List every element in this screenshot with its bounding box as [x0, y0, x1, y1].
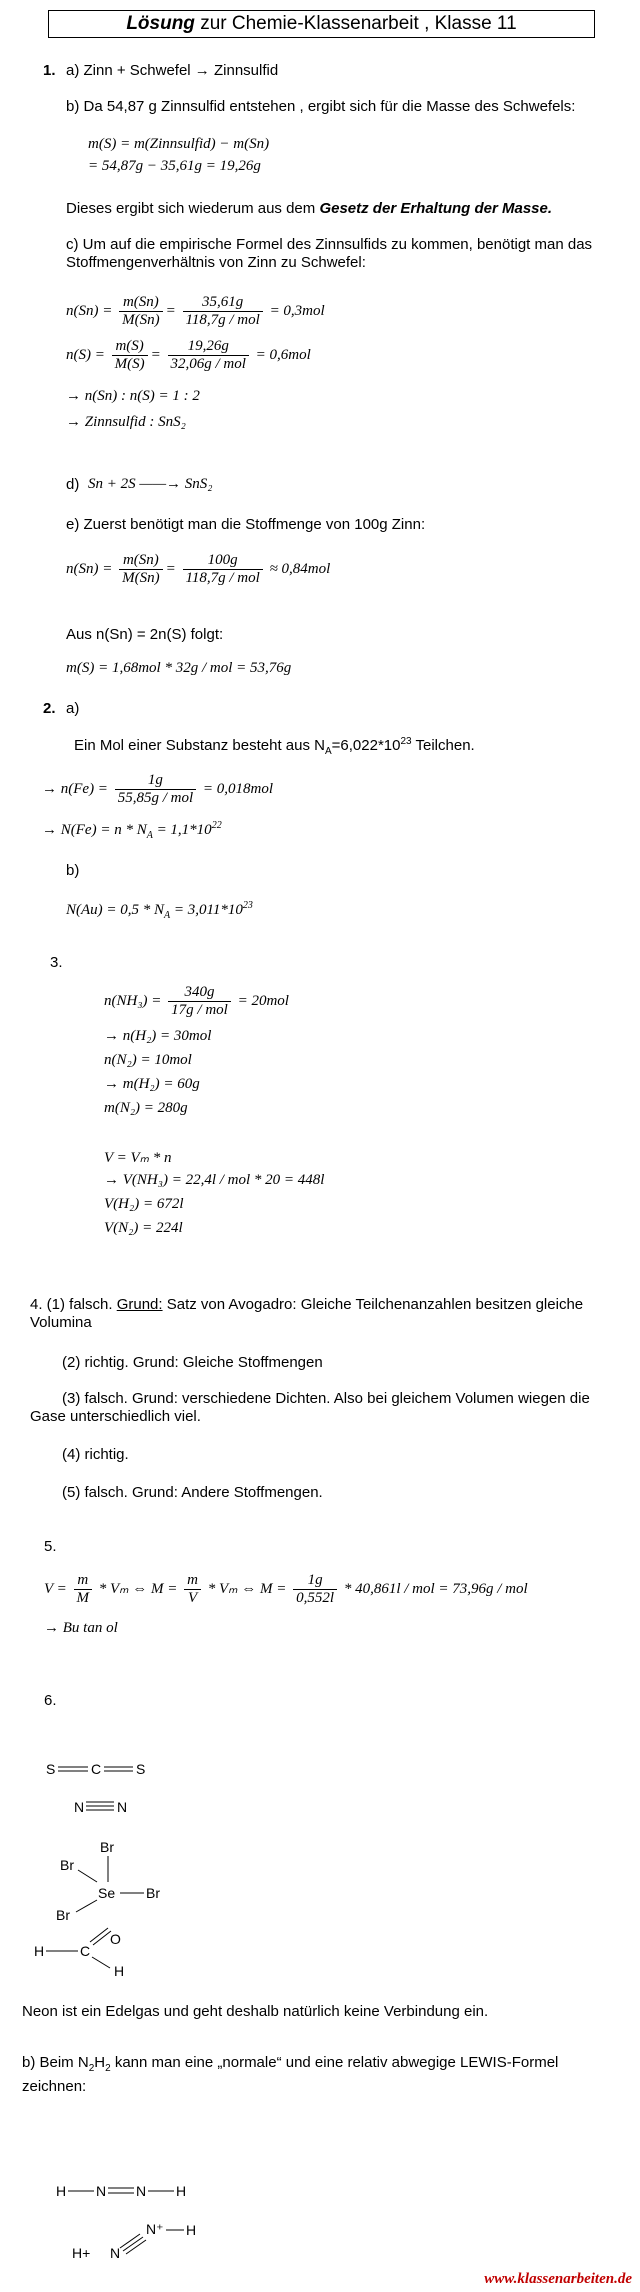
q4-item-3: (3) falsch. Grund: verschiedene Dichten. Also bei gleichem Volumen wiegen die Gase unterschiedlich viel. — [30, 1390, 590, 1425]
q6-n2h2-text: b) Beim $N_2H_2$ kann man eine „normale“ und eine relativ abwegige LEWIS-Formel zeichnen: — [22, 2054, 559, 2095]
q1-e-follow: Aus n(Sn) = 2n(S) folgt: — [66, 626, 224, 643]
q1-b-eq1: m(S) = m(Zinnsulfid) − m(Sn) — [88, 136, 270, 152]
svg-text:O: O — [110, 1931, 121, 1947]
q3-l6: V = Vₘ * n — [104, 1150, 172, 1166]
svg-text:H: H — [186, 2222, 197, 2238]
q1-b-text: b) Da 54,87 g Zinnsulfid entstehen , ergibt sich für die Masse des Schwefels: — [66, 98, 576, 115]
q2-b-eq: $N(Au) = 0,5 * N_A = 3,011*10^{23}$ — [66, 900, 253, 921]
svg-text:H: H — [34, 1943, 45, 1959]
q2-mol-text: Ein Mol einer Substanz besteht aus $N_A=6,022*10^{23}$ Teilchen. — [74, 736, 475, 757]
svg-text:Br: Br — [100, 1839, 114, 1855]
q1-c-eq2: n(S) = $\frac{m(S)}{M(S)}$ = $\frac{19,26g}{\text{32,06g / mol}}$ = 0,6mol — [66, 338, 311, 372]
svg-text:C: C — [80, 1943, 91, 1959]
q2-b: b) — [66, 862, 80, 879]
q2-eq1: → n(Fe) = $\frac{1g}{\text{55,85g / mol}}$ = 0,018mol — [42, 772, 273, 806]
q1-c-text: c) Um auf die empirische Formel des Zinnsulfids zu kommen, benötigt man das Stoffmengenverhältnis von Zinn zu Schwefel: — [66, 236, 593, 271]
q2-a: a) — [66, 700, 80, 717]
svg-text:H: H — [56, 2183, 67, 2199]
svg-text:H: H — [176, 2183, 187, 2199]
svg-text:N: N — [96, 2183, 107, 2199]
q2-eq2: → $N(Fe) = n * N_A = 1,1*10^{22}$ — [42, 820, 222, 841]
q3-l7: → V(NH₃) = 22,4l / mol * 20 = 448l — [104, 1172, 325, 1188]
q4-item-2: (2) richtig. Grund: Gleiche Stoffmengen — [62, 1354, 323, 1371]
q1-a: a) Zinn + Schwefel → Zinnsulfid — [66, 62, 279, 79]
svg-text:S: S — [136, 1761, 146, 1777]
q3-l3: n(N₂) = 10mol — [104, 1052, 192, 1068]
q3-l9: V(N₂) = 224l — [104, 1220, 183, 1236]
n2-molecule — [74, 1799, 127, 1815]
q1-law: Dieses ergibt sich wiederum aus dem Gesetz der Erhaltung der Masse. — [66, 200, 553, 217]
q6-neon-text: Neon ist ein Edelgas und geht deshalb natürlich keine Verbindung ein. — [22, 2003, 489, 2020]
q3-l4: → m(H₂) = 60g — [104, 1076, 200, 1092]
svg-text:S: S — [46, 1761, 56, 1777]
q1-d-eq: Sn + 2S ——→ SnS₂ — [88, 476, 213, 492]
q1-c-eq4: → Zinnsulfid : SnS₂ — [66, 414, 186, 430]
q1-c-eq1: n(Sn) = $\frac{m(Sn)}{M(Sn)}$ = $\frac{35,61g}{\text{118,7g / mol}}$ = 0,3mol — [66, 294, 325, 328]
q3-l8: V(H₂) = 672l — [104, 1196, 184, 1212]
q3-l2: → n(H₂) = 30mol — [104, 1028, 212, 1044]
q1-number: 1. — [43, 62, 56, 79]
q6-number: 6. — [44, 1692, 57, 1709]
q3-l5: m(N₂) = 280g — [104, 1100, 188, 1116]
q1-d-label: d) — [66, 476, 80, 493]
svg-text:H+: H+ — [72, 2245, 91, 2261]
svg-text:Br: Br — [56, 1907, 70, 1923]
q1-b-eq2: = 54,87g − 35,61g = 19,26g — [88, 158, 261, 174]
svg-text:C: C — [91, 1761, 102, 1777]
svg-text:N: N — [117, 1799, 128, 1815]
q5-result: → Bu tan ol — [44, 1620, 118, 1636]
q3-l1: n(NH₃) = $\frac{340g}{\text{17g / mol}}$ = 20mol — [104, 984, 289, 1018]
q1-e-eq2: m(S) = 1,68mol * 32g / mol = 53,76g — [66, 660, 292, 676]
q4-item-5: (5) falsch. Grund: Andere Stoffmengen. — [62, 1484, 323, 1501]
q6-n2h2-structures — [0, 2168, 640, 2268]
n2h2-normal — [56, 2183, 186, 2199]
svg-text:N: N — [74, 1799, 85, 1815]
svg-text:Se: Se — [98, 1885, 116, 1901]
q1-c-eq3: → n(Sn) : n(S) = 1 : 2 — [66, 388, 200, 404]
svg-text:N: N — [110, 2245, 121, 2261]
q1-e-eq: n(Sn) = $\frac{m(Sn)}{M(Sn)}$ = $\frac{100g}{\text{118,7g / mol}}$ ≈ 0,84mol — [66, 552, 331, 586]
n2h2-unusual — [72, 2221, 196, 2261]
q4-item-1: 4. (1) falsch. Grund: Satz von Avogadro: Gleiche Teilchenanzahlen besitzen gleiche Volumina — [30, 1296, 584, 1331]
cs2-molecule — [46, 1761, 145, 1777]
page-title: Lösung zur Chemie-Klassenarbeit , Klasse 11 — [48, 10, 595, 38]
q6-formaldehyde — [0, 1920, 640, 1980]
svg-text:N: N — [136, 2183, 147, 2199]
q2-number: 2. — [43, 700, 56, 717]
q5-eq: V = $\frac{m}{M}$ * Vₘ ⇔ M = $\frac{m}{V}$ * Vₘ ⇔ M = $\frac{1g}{0,552l}$ * 40,861l / mol = 73,96g / mol — [44, 1572, 528, 1606]
q5-number: 5. — [44, 1538, 57, 1555]
svg-text:Br: Br — [146, 1885, 160, 1901]
footer-website: www.klassenarbeiten.de — [484, 2271, 632, 2287]
q1-e-text: e) Zuerst benötigt man die Stoffmenge von 100g Zinn: — [66, 516, 426, 533]
svg-text:Br: Br — [60, 1857, 74, 1873]
q4-item-4: (4) richtig. — [62, 1446, 129, 1463]
q3-number: 3. — [50, 954, 63, 971]
svg-text:H: H — [114, 1963, 125, 1979]
svg-text:N⁺: N⁺ — [146, 2221, 164, 2237]
sebr4-molecule — [56, 1839, 160, 1923]
